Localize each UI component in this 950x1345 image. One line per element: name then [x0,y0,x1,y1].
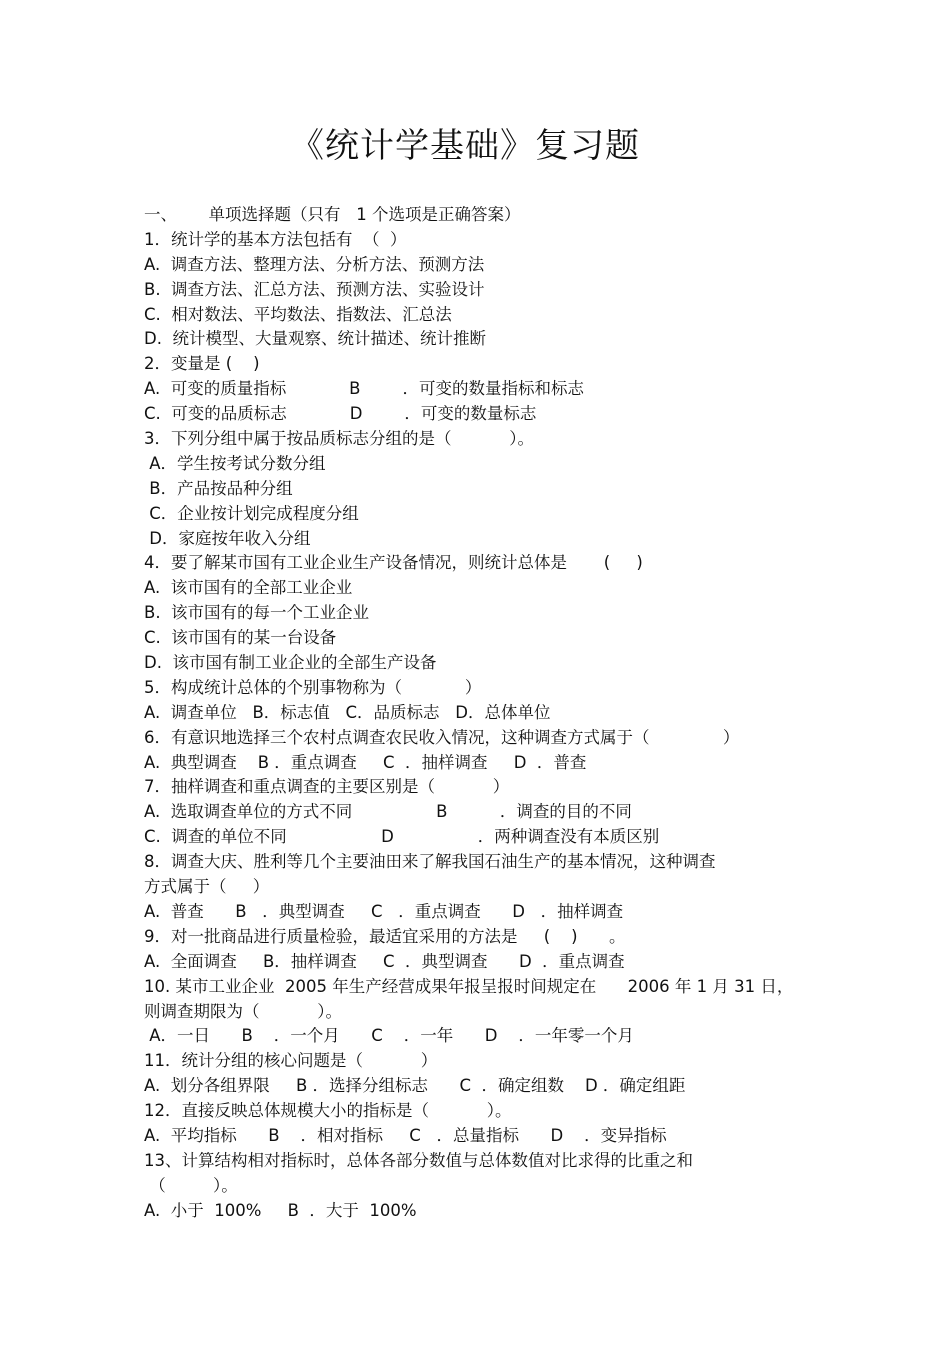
text-line: A. 调查单位 B．标志值 C．品质标志 D．总体单位 [144,702,551,722]
text-line: A. 划分各组界限 B ．选择分组标志 C ．确定组数 D ．确定组距 [144,1076,686,1096]
text-line: C. 相对数法、平均数法、指数法、汇总法 [144,304,452,324]
text-line: D．家庭按年收入分组 [144,528,311,548]
text-line: 11．统计分组的核心问题是（ ） [144,1051,438,1071]
text-line: D. 该市国有制工业企业的全部生产设备 [144,653,437,673]
text-line: A. 选取调查单位的方式不同 B ．调查的目的不同 [144,802,632,822]
text-line: 9．对一批商品进行质量检验，最适宜采用的方法是 ( ) 。 [144,926,626,946]
text-line: 13、计算结构相对指标时，总体各部分数值与总体数值对比求得的比重之和 [144,1150,693,1170]
text-line: A. 该市国有的全部工业企业 [144,578,353,598]
text-line: B. 调查方法、汇总方法、预测方法、实验设计 [144,279,485,299]
text-line: 则调查期限为（ ）。 [144,1001,342,1021]
document-title: 《统计学基础》复习题 [290,126,640,166]
text-line: C. 可变的品质标志 D ．可变的数量标志 [144,404,537,424]
text-line: C．企业按计划完成程度分组 [144,503,359,523]
text-line: A．学生按考试分数分组 [144,453,326,473]
text-line: （ ）。 [144,1175,238,1195]
text-line: C. 该市国有的某一台设备 [144,628,337,648]
text-line: A. 小于 100% B ．大于 100% [144,1200,417,1220]
text-line: 4．要了解某市国有工业企业生产设备情况，则统计总体是 ( ) [144,553,643,573]
text-line: A. 可变的质量指标 B ．可变的数量指标和标志 [144,379,584,399]
text-line: 10. 某市工业企业 2005 年生产经营成果年报呈报时间规定在 2006 年 1 月 31 日， [144,976,794,996]
text-line: A．一日 B ．一个月 C ．一年 D ．一年零一个月 [144,1026,634,1046]
text-line: A. 全面调查 B．抽样调查 C ．典型调查 D ．重点调查 [144,951,625,971]
question-list [144,203,864,1224]
text-line: A. 平均指标 B ．相对指标 C ．总量指标 D ．变异指标 [144,1125,667,1145]
text-line: B．产品按品种分组 [144,478,293,498]
text-line: A. 调查方法、整理方法、分析方法、预测方法 [144,254,485,274]
text-line: 2．变量是 ( ) [144,354,260,374]
text-line: 12．直接反映总体规模大小的指标是（ ）。 [144,1101,512,1121]
text-line: C. 调查的单位不同 D ．两种调查没有本质区别 [144,827,660,847]
text-line: 8．调查大庆、胜利等几个主要油田来了解我国石油生产的基本情况，这种调查 [144,852,716,872]
text-line: 一、 单项选择题（只有 1 个选项是正确答案） [144,205,521,224]
text-line: D. 统计模型、大量观察、统计描述、统计推断 [144,329,486,349]
text-line: B. 该市国有的每一个工业企业 [144,603,370,623]
text-line: 1．统计学的基本方法包括有 （ ） [144,229,407,249]
text-line: A. 典型调查 B ．重点调查 C ．抽样调查 D ．普查 [144,752,587,772]
text-line: 5．构成统计总体的个别事物称为（ ） [144,677,482,697]
text-line: 3．下列分组中属于按品质标志分组的是（ ）。 [144,429,534,449]
text-line: 方式属于（ ） [144,877,270,897]
text-line: 7．抽样调查和重点调查的主要区别是（ ） [144,777,510,797]
text-line: 6．有意识地选择三个农村点调查农民收入情况，这种调查方式属于（ ） [144,727,740,747]
text-line: A. 普查 B ．典型调查 C ．重点调查 D ．抽样调查 [144,901,624,921]
